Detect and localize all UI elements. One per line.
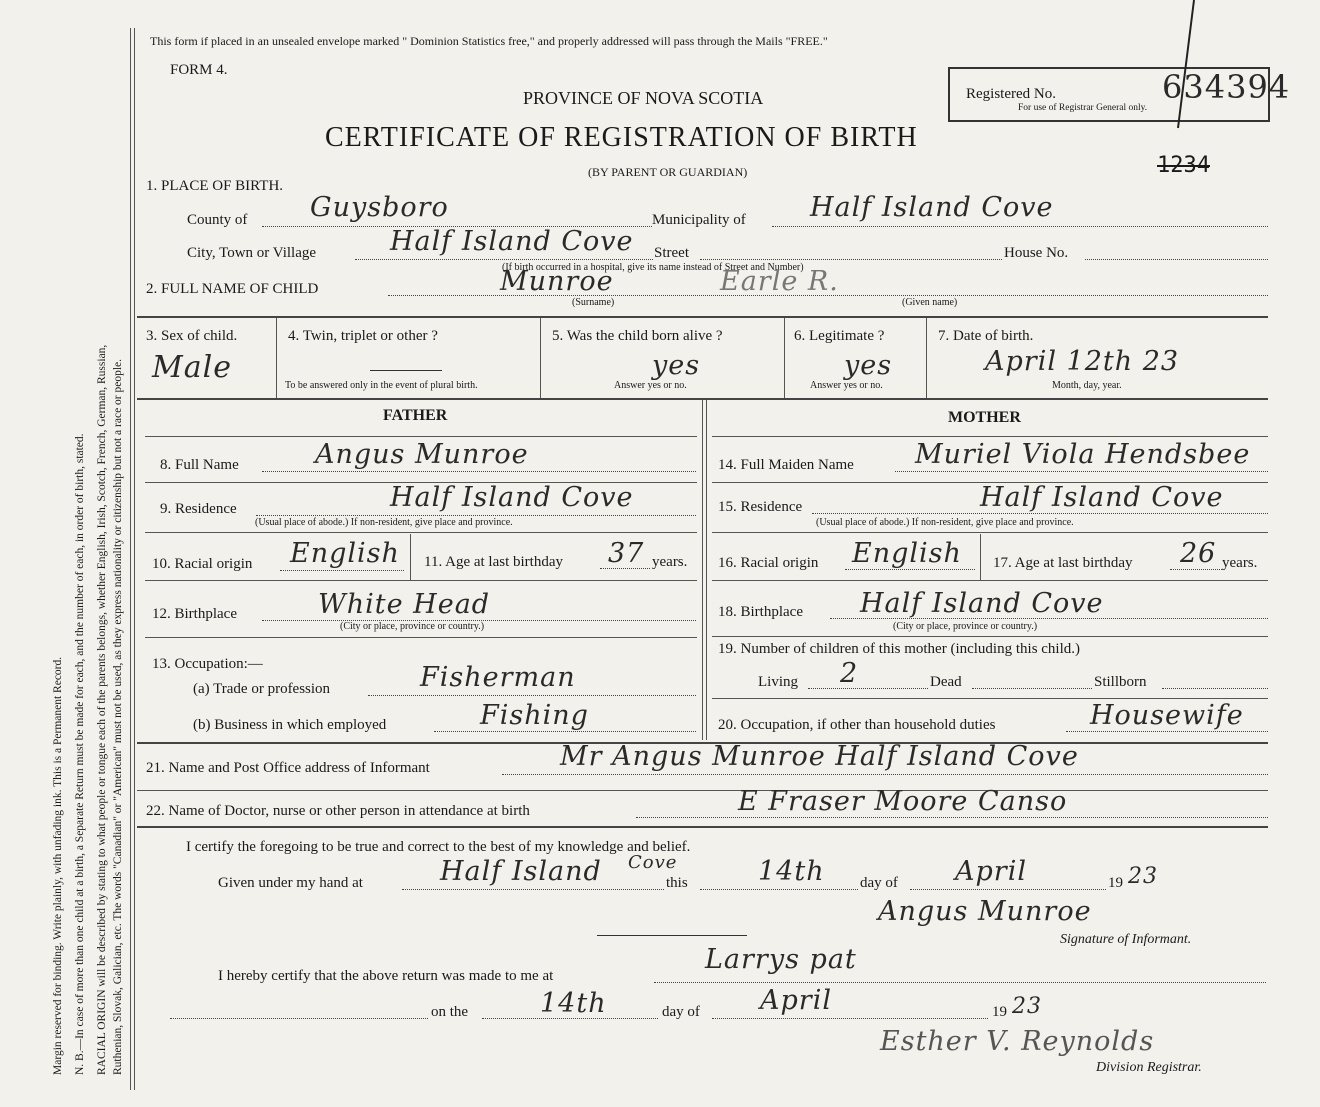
doctor-value: E Fraser Moore Canso — [738, 786, 1068, 817]
alive-value: yes — [652, 350, 701, 381]
margin-rule — [130, 28, 131, 1090]
father-heading: FATHER — [383, 407, 448, 424]
mother-residence-note: (Usual place of abode.) If non-resident, give place and province. — [816, 517, 1074, 528]
sex-label: 3. Sex of child. — [146, 328, 238, 344]
mother-residence-value: Half Island Cove — [980, 482, 1224, 513]
father-age-label: 11. Age at last birthday — [424, 554, 563, 570]
mother-name-value: Muriel Viola Hendsbee — [915, 439, 1251, 470]
province-heading: PROVINCE OF NOVA SCOTIA — [523, 88, 764, 108]
business-label: (b) Business in which employed — [193, 717, 387, 733]
mother-birthplace-value: Half Island Cove — [860, 588, 1104, 619]
margin-rule-2 — [134, 28, 135, 1090]
dob-value: April 12th 23 — [985, 346, 1180, 377]
registered-number: 634394 — [1162, 68, 1291, 106]
legitimate-note: Answer yes or no. — [810, 380, 883, 391]
city-value: Half Island Cove — [390, 226, 634, 257]
informant-label: 21. Name and Post Office address of Informant — [146, 760, 430, 776]
county-label: County of — [187, 212, 248, 228]
mother-birthplace-note: (City or place, province or country.) — [893, 621, 1038, 632]
mother-birthplace-label: 18. Birthplace — [718, 604, 803, 620]
surname-note: (Surname) — [572, 297, 615, 308]
postal-notice: This form if placed in an unsealed envelope marked " Dominion Statistics free," and properly addressed will pass through the Mails "FREE." — [150, 34, 828, 48]
registered-note: For use of Registrar General only. — [1018, 103, 1148, 113]
mother-name-label: 14. Full Maiden Name — [718, 457, 854, 473]
registrar-year-value: 23 — [1012, 994, 1042, 1019]
page-title: CERTIFICATE OF REGISTRATION OF BIRTH — [325, 122, 918, 153]
margin-note-2: N. B.—In case of more than one child at a birth, a Separate Return must be made for each, and the number of each, in order of birth, stated. — [74, 433, 86, 1075]
mother-occupation-value: Housewife — [1090, 700, 1244, 731]
certify-statement: I certify the foregoing to be true and correct to the best of my knowledge and belief. — [186, 839, 691, 855]
form-number: FORM 4. — [170, 62, 228, 78]
hospital-note: (If birth occurred in a hospital, give its name instead of Street and Number) — [502, 262, 804, 273]
alive-note: Answer yes or no. — [614, 380, 687, 391]
municipality-label: Municipality of — [652, 212, 746, 228]
alive-label: 5. Was the child born alive ? — [552, 328, 723, 344]
given-under-label: Given under my hand at — [218, 875, 363, 891]
old-number: 1234 — [1157, 153, 1210, 178]
page-subtitle: (BY PARENT OR GUARDIAN) — [588, 165, 748, 179]
trade-value: Fisherman — [420, 662, 576, 693]
mother-racial-value: English — [852, 538, 962, 569]
father-racial-label: 10. Racial origin — [152, 556, 253, 572]
given-year-value: 23 — [1128, 864, 1158, 889]
registrar-day-value: 14th — [540, 988, 607, 1019]
given-place-extra: Cove — [628, 852, 678, 873]
mother-residence-label: 15. Residence — [718, 499, 803, 515]
binding-margin — [2, 0, 132, 1107]
municipality-value: Half Island Cove — [810, 192, 1054, 223]
registrar-signature-label: Division Registrar. — [1096, 1060, 1202, 1075]
twin-label: 4. Twin, triplet or other ? — [288, 328, 438, 344]
father-birthplace-label: 12. Birthplace — [152, 606, 237, 622]
mother-heading: MOTHER — [948, 409, 1021, 426]
father-name-label: 8. Full Name — [160, 457, 239, 473]
father-residence-note: (Usual place of abode.) If non-resident, give place and province. — [255, 517, 513, 528]
child-surname: Munroe — [500, 266, 614, 297]
registrar-month-value: April — [760, 985, 832, 1016]
given-place-value: Half Island — [440, 856, 602, 887]
father-residence-value: Half Island Cove — [390, 482, 634, 513]
mother-age-years: years. — [1222, 555, 1258, 571]
given-day-value: 14th — [758, 856, 825, 887]
street-label: Street — [654, 245, 689, 261]
informant-signature-label: Signature of Informant. — [1060, 932, 1192, 947]
registrar-year-prefix: 19 — [992, 1004, 1007, 1020]
father-residence-label: 9. Residence — [160, 501, 237, 517]
pen-stroke — [1150, 0, 1200, 130]
mother-age-value: 26 — [1180, 538, 1217, 569]
registrar-day-of-label: day of — [662, 1004, 700, 1020]
dead-label: Dead — [930, 674, 962, 690]
city-label: City, Town or Village — [187, 245, 317, 261]
dob-note: Month, day, year. — [1052, 380, 1122, 391]
legitimate-label: 6. Legitimate ? — [794, 328, 885, 344]
registrar-statement: I hereby certify that the above return was made to me at — [218, 968, 554, 984]
house-no-label: House No. — [1004, 245, 1069, 261]
child-given-name: Earle R. — [720, 266, 839, 297]
father-birthplace-note: (City or place, province or country.) — [340, 621, 485, 632]
living-value: 2 — [840, 658, 859, 689]
father-age-value: 37 — [608, 538, 645, 569]
registrar-place-value: Larrys pat — [705, 944, 857, 975]
given-year-prefix: 19 — [1108, 875, 1123, 891]
this-label: this — [666, 875, 688, 891]
margin-note-3: RACIAL ORIGIN will be described by stating to what people or tongue each of the parents belongs, whether English, Irish, Scotch, French, German, Russian, — [96, 344, 108, 1075]
margin-note-1: Margin reserved for binding. Write plainly, with unfading ink. This is a Permanent Record. — [52, 656, 64, 1075]
informant-value: Mr Angus Munroe Half Island Cove — [560, 741, 1079, 772]
mother-age-label: 17. Age at last birthday — [993, 555, 1133, 571]
place-section-label: 1. PLACE OF BIRTH. — [146, 178, 284, 194]
sex-value: Male — [152, 350, 232, 385]
stillborn-label: Stillborn — [1094, 674, 1147, 690]
twin-note: To be answered only in the event of plural birth. — [285, 380, 478, 391]
dob-label: 7. Date of birth. — [938, 328, 1034, 344]
county-value: Guysboro — [310, 192, 449, 223]
father-age-years: years. — [652, 554, 688, 570]
living-label: Living — [758, 674, 798, 690]
day-of-label: day of — [860, 875, 898, 891]
informant-signature: Angus Munroe — [878, 896, 1092, 927]
children-count-label: 19. Number of children of this mother (including this child.) — [718, 641, 1081, 657]
father-birthplace-value: White Head — [318, 589, 491, 620]
mother-racial-label: 16. Racial origin — [718, 555, 819, 571]
trade-label: (a) Trade or profession — [193, 681, 331, 697]
legitimate-value: yes — [844, 350, 893, 381]
registered-label: Registered No. — [966, 86, 1056, 102]
child-name-label: 2. FULL NAME OF CHILD — [146, 281, 319, 297]
father-occupation-label: 13. Occupation:— — [152, 656, 263, 672]
father-racial-value: English — [290, 538, 400, 569]
on-the-label: on the — [431, 1004, 469, 1020]
father-name-value: Angus Munroe — [315, 439, 529, 470]
given-month-value: April — [955, 856, 1027, 887]
given-name-note: (Given name) — [902, 297, 958, 308]
registrar-signature: Esther V. Reynolds — [880, 1026, 1155, 1057]
doctor-label: 22. Name of Doctor, nurse or other person in attendance at birth — [146, 803, 530, 819]
margin-note-4: Ruthenian, Slovak, Galician, etc. The words "Canadian" or "American" must not be used, as they express nationality or citizenship but not a race or people. — [112, 358, 124, 1075]
business-value: Fishing — [480, 700, 589, 731]
mother-occupation-label: 20. Occupation, if other than household duties — [718, 717, 996, 733]
